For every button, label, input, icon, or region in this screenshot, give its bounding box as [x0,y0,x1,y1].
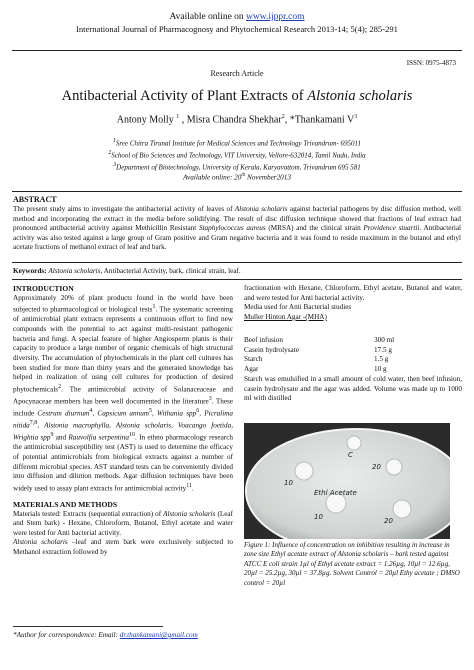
introduction-section [13,284,233,558]
table-row: Casein hydrolysate 17.5 g [244,345,392,354]
author-email-link[interactable]: dr.thankamani@gmail.com [119,631,198,639]
figure-label: Ethl Acetate [314,489,357,497]
journal-line: International Journal of Pharmacognosy and Phytochemical Research 2013-14; 5(4); 285-291 [76,24,398,34]
footnote: *Author for correspondence: Email: dr.thankamani@gmail.com [13,631,198,639]
keywords: Keywords: Alstonia scholaris, Antibacterial Activity, bark, clinical strain, leaf. [13,267,241,275]
table-row: Beef infusion 300 ml [244,336,395,344]
article-type: Research Article [210,69,264,78]
methods-text: Materials tested: Extracts (sequential extraction) of Alstonia scholaris (Leaf and Stem bark) - Hexane, Chloroform, Butanol, Ethyl acetate and water were tested for Anti bacterial activity. Alstonia scholaris –leaf and stem bark were exclusively subjected to Methanol extraction followed by [13,509,233,557]
table-row: Starch 1.5 g [244,355,389,364]
figure-petri-dish [244,423,450,539]
right-column-text: fractionation with Hexane, Chloroform, Ethyl acetate, Butanol and water, and were tested for Anti bacterial activity. Media used for Anti Bacterial studies Muller Hinton Agar -(MHA) [244,284,462,321]
issn: ISSN: 0975-4873 [406,59,456,67]
figure-caption: Figure 1: Influence of concentration on inhibition resulting in increase in zone size Ethyl acetate extract of Alstonia scholaris – bark tested against ATCC E coli strain 1µl of Ethyl acetate extract = 1.26µg, 10µl = 12.6µg, 20µl = 25.2µg, 30µl = 37.8µg. Solvent Control = 20µl Ethy acetate ; DMSO control = 20µl [244,541,460,587]
affiliation-3: $^3$Department of Biotechnology, University of Kerala, Karyavattom, Trivandrum 695 581 [113,161,361,172]
availability-line: Available online on www.ijppr.com [169,12,305,22]
introduction-text: Approximately 20% of plant products found in the world have been subjected to pharmacological or biological tests$^1$. The systematic screening of antimicrobial plant extracts represents a continuous effort to find new compounds with the potential to act against multi-resistant pathogenic bacteria and fungi. A special feature of higher Angiosperm plants is their capacity to produce a large number of organic chemicals of high structural diversity. The accumulation of phytochemicals in the plant cell cultures has been studied for more than thirty years and the generated knowledge has helped in realization of using cell cultures for production of desired phytochemicals$^2$. The antimicrobial activity of Solanaceaceae and Apocynaceae members has been well documented in the literature$^3$. These include Cestrum diurnum$^4$, Capsicum annum$^5$, Withania spp$^6$, Picralima nitida$^{7,8}$, Alstonia macrophylla, Alstonia scholaris, Voacango foetida, Wrightia spp$^9$ and Rauvolfia serpentina$^{10}$. In ethno pharmacology research the antimicrobial susceptibility test (AST) is used to determine the efficacy of potential antimicrobials from biological extracts against a number of different microbial species. AST standard tests can be conveniently divided into diffusion and dilution methods. Agar diffusion techniques have been widely used to assay plant extracts for antimicrobial activity$^{11}$. [13,293,234,493]
abstract-top-rule [12,191,462,192]
figure-label: 20 [384,517,393,525]
header-rule [12,50,462,51]
available-online-date: Available online: 20th November2013 [183,173,291,182]
methods-heading: MATERIALS AND METHODS [13,499,118,509]
introduction-heading: INTRODUCTION [13,284,74,293]
paper-title: Antibacterial Activity of Plant Extracts of Alstonia scholaris [61,88,413,104]
abstract-bottom-rule [12,262,462,263]
figure-label: 10 [284,479,293,487]
affiliations [0,137,474,173]
abstract-heading: ABSTRACT [13,195,57,204]
keywords-rule [12,279,462,280]
figure-label: 20 [372,463,381,471]
petri-dish-image [244,423,450,539]
affiliation-2: $^2$School of Bio Sciences and Technology, VIT University, Vellore-632014, Tamil Nadu, India [108,149,366,160]
figure-label: 10 [314,513,323,521]
affiliation-1: $^1$Sree Chitra Tirunal Institute for Medical Sciences and Technology Trivandrum- 695011 [112,138,362,148]
footnote-rule [13,626,163,627]
media-composition-table [244,336,444,375]
abstract-text: The present study aims to investigate the antibacterial activity of leaves of Alstonia scholaris against bacterial pathogens by disc diffusion method, well method and incorporating the extract in the media before solidifying. The result of disc diffusion technique showed that fractions of leaf extract had pronounced antibacterial activity against Methicillin Resistant Staphylococcus aureus (MRSA) and the clinical strain Providence stuartii. Antibacterial activity was also tested against a large group of Gram positive and Gram negative bacteria and it was found to reside maximum in the butanol and ethyl acetate fractions of methanol extract of leaf and bark. [13,205,462,252]
authors: Antony Molly $^1$ , Misra Chandra Shekhar$^2$, *Thankamani $V^3$ [116,114,358,126]
after-table-text: Starch was emulsified in a small amount of cold water, then beef infusion, casein hydrolysate and the agar was added. Volume was made up to 1000 ml with distilled [244,375,462,403]
figure-label: C [348,451,353,459]
journal-website-link[interactable]: www.ijppr.com [246,12,305,22]
table-row: Agar 10 g [244,364,387,373]
